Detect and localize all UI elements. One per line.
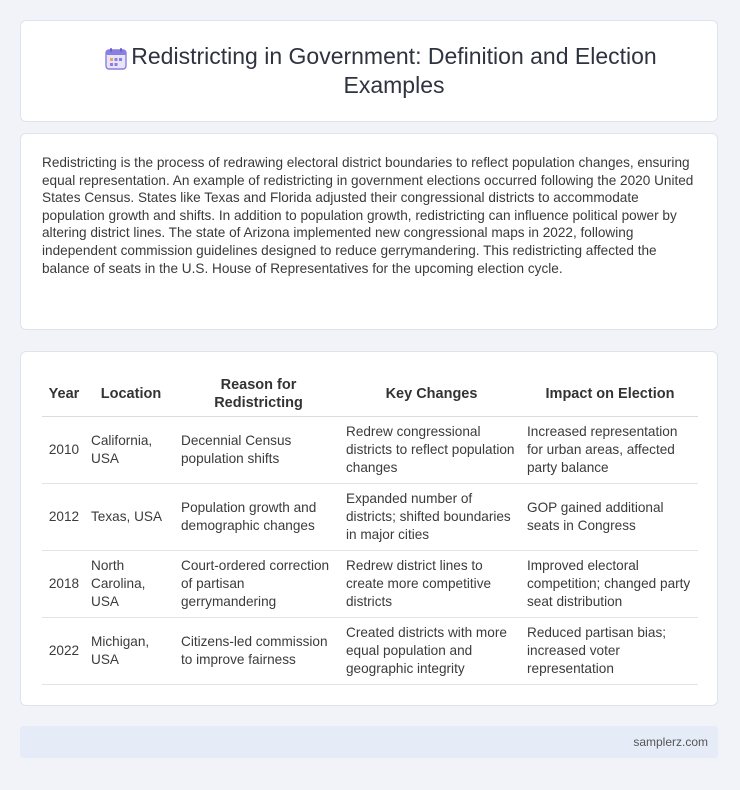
title-card — [20, 20, 718, 122]
table-row — [42, 417, 698, 484]
cell-impact: Improved electoral competition; changed party seat distribution — [522, 551, 698, 618]
header-key-changes: Key Changes — [341, 374, 522, 417]
calendar-icon — [103, 46, 129, 72]
description-text: Redistricting is the process of redrawing electoral district boundaries to reflect population changes, ensuring equal representation. An example of redistricting in government elections occurred following the 2020 United States Census. States like Texas and Florida adjusted their congressional districts to accommodate population growth and shifts. In addition to population growth, redistricting can influence political power by altering district lines. The state of Arizona implemented new congressional maps in 2022, following independent commission guidelines designed to reduce gerrymandering. This redistricting affected the balance of seats in the U.S. House of Representatives for the upcoming election cycle. — [42, 155, 694, 276]
cell-location: North Carolina, USA — [86, 551, 176, 618]
cell-impact: GOP gained additional seats in Congress — [522, 484, 698, 551]
footer-source-link[interactable]: samplerz.com — [633, 735, 708, 749]
cell-year: 2022 — [42, 618, 86, 685]
cell-reason: Decennial Census population shifts — [176, 417, 341, 484]
header-reason: Reason for Redistricting — [176, 374, 341, 417]
cell-reason: Citizens-led commission to improve fairness — [176, 618, 341, 685]
table-card — [20, 351, 718, 706]
cell-key-changes: Redrew district lines to create more competitive districts — [341, 551, 522, 618]
cell-reason: Court-ordered correction of partisan gerrymandering — [176, 551, 341, 618]
cell-year: 2010 — [42, 417, 86, 484]
cell-key-changes: Created districts with more equal population and geographic integrity — [341, 618, 522, 685]
page-title: Redistricting in Government: Definition and Election Examples — [131, 43, 657, 98]
cell-impact: Reduced partisan bias; increased voter representation — [522, 618, 698, 685]
cell-key-changes: Expanded number of districts; shifted boundaries in major cities — [341, 484, 522, 551]
cell-year: 2012 — [42, 484, 86, 551]
table-header-row — [42, 374, 698, 417]
header-location: Location — [86, 374, 176, 417]
footer-bar — [20, 726, 718, 758]
cell-location: California, USA — [86, 417, 176, 484]
cell-year: 2018 — [42, 551, 86, 618]
cell-impact: Increased representation for urban areas, affected party balance — [522, 417, 698, 484]
header-year: Year — [42, 374, 86, 417]
table-row — [42, 618, 698, 685]
cell-key-changes: Redrew congressional districts to reflect population changes — [341, 417, 522, 484]
cell-reason: Population growth and demographic changes — [176, 484, 341, 551]
title-wrap — [69, 42, 669, 100]
cell-location: Michigan, USA — [86, 618, 176, 685]
cell-location: Texas, USA — [86, 484, 176, 551]
header-impact: Impact on Election — [522, 374, 698, 417]
redistricting-table — [42, 374, 698, 685]
table-row — [42, 551, 698, 618]
table-row — [42, 484, 698, 551]
description-card — [20, 133, 718, 330]
